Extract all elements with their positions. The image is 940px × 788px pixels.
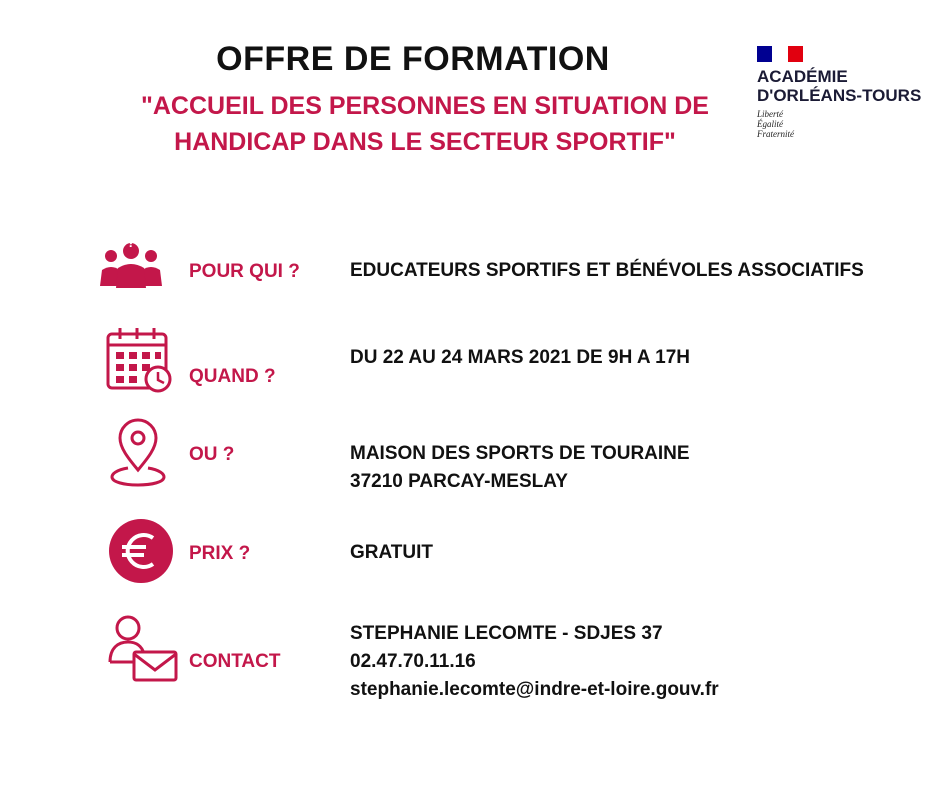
page-subtitle — [60, 88, 790, 160]
contact-phone: 02.47.70.11.16 — [350, 651, 476, 672]
contact-name: STEPHANIE LECOMTE - SDJES 37 — [350, 623, 663, 644]
calendar-clock-icon — [104, 326, 174, 394]
date-value — [350, 344, 690, 372]
price-value — [350, 539, 433, 567]
people-question-icon — [98, 234, 164, 290]
motto-egalite: Égalité — [757, 119, 783, 129]
contact-label: CONTACT — [189, 651, 281, 672]
audience-label: POUR QUI ? — [189, 261, 300, 282]
date-label: QUAND ? — [189, 366, 276, 387]
contact-email[interactable]: stephanie.lecomte@indre-et-loire.gouv.fr — [350, 679, 719, 700]
contact-mail-icon — [108, 614, 180, 682]
price-line-1: GRATUIT — [350, 542, 434, 563]
location-value — [350, 440, 690, 496]
audience-line-1: EDUCATEURS SPORTIFS ET BÉNÉVOLES ASSOCIATIFS — [350, 260, 864, 281]
location-label: OU ? — [189, 444, 235, 465]
logo-name — [757, 67, 937, 105]
subtitle-line-1: "ACCUEIL DES PERSONNES EN SITUATION DE — [141, 92, 709, 120]
location-line-1: MAISON DES SPORTS DE TOURAINE — [350, 443, 690, 464]
motto-liberte: Liberté — [757, 109, 783, 119]
page-title: OFFRE DE FORMATION — [216, 40, 610, 78]
location-pin-icon — [110, 418, 166, 488]
academie-logo — [757, 46, 937, 139]
motto-fraternite: Fraternité — [757, 129, 794, 139]
location-line-2: 37210 PARCAY-MESLAY — [350, 471, 568, 492]
contact-value — [350, 620, 719, 704]
euro-icon — [108, 518, 174, 584]
french-flag-icon — [757, 46, 803, 62]
logo-name-line-1: ACADÉMIE — [757, 67, 848, 86]
date-line-1: DU 22 AU 24 MARS 2021 DE 9H A 17H — [350, 347, 691, 368]
logo-motto — [757, 109, 937, 139]
subtitle-line-2: HANDICAP DANS LE SECTEUR SPORTIF" — [174, 128, 676, 156]
audience-value — [350, 257, 864, 285]
svg-text:?: ? — [127, 235, 135, 250]
logo-name-line-2: D'ORLÉANS-TOURS — [757, 86, 922, 105]
price-label: PRIX ? — [189, 543, 251, 564]
